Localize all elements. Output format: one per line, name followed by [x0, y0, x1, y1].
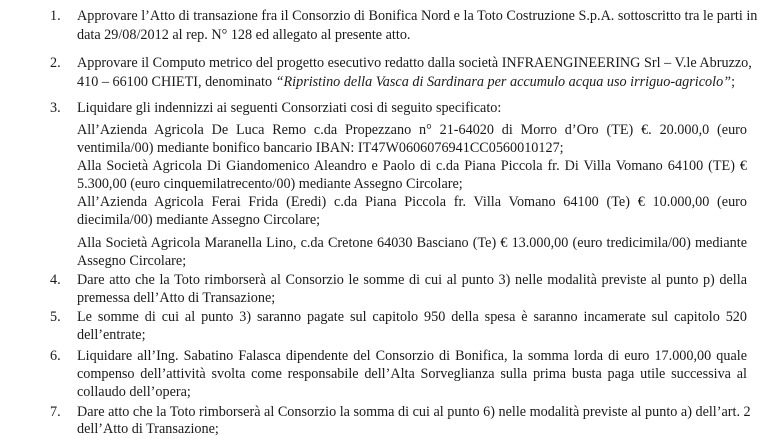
- payee-1-line-1: All’Azienda Agricola De Luca Remo c.da Propezzano n° 21-64020 di Morro d’Oro (TE) €. 20.000,0 (euro: [77, 122, 747, 138]
- item-2-line-1: Approvare il Computo metrico del progetto esecutivo redatto dalla società INFRAENGINEERING Srl – V.le Abruzzo,: [77, 55, 752, 71]
- item-number: 3.: [50, 100, 61, 116]
- item-number: 1.: [50, 8, 61, 24]
- payee-2-line-2: 5.300,00 (euro cinquemilatrecento/00) mediante Assegno Circolare;: [77, 176, 463, 192]
- item-6-line-2: compenso dell’attività svolta come responsabile dell’Alta Sorveglianza sulla prima busta paga utile successiva al: [77, 366, 747, 382]
- item-3-line-1: Liquidare gli indennizzi ai seguenti Consorziati cosi di seguito specificato:: [77, 100, 502, 116]
- item-number: 6.: [50, 348, 61, 364]
- item-number: 5.: [50, 309, 61, 325]
- payee-4-line-1: Alla Società Agricola Maranella Lino, c.da Cretone 64030 Basciano (Te) € 13.000,00 (euro tredicimila/00) mediante: [77, 235, 747, 251]
- item-2-tail: ;: [731, 74, 736, 90]
- payee-1-line-2: ventimila/00) mediante bonifico bancario IBAN: IT47W0606076941CC0560010127;: [77, 140, 564, 156]
- item-6-line-3: collaudo dell’opera;: [77, 384, 191, 400]
- item-2-line-2-text: 410 – 66100 CHIETI, denominato: [77, 74, 276, 90]
- payee-3-line-2: diecimila/00) mediante Assegno Circolare;: [77, 212, 321, 228]
- item-4-line-2: premessa dell’Atto di Transazione;: [77, 290, 276, 306]
- payee-3-line-1: All’Azienda Agricola Ferai Frida (Eredi) c.da Piana Piccola fr. Villa Vomano 64100 (Te) € 10.000,00 (euro: [77, 194, 747, 210]
- item-2-line-2: [77, 74, 735, 91]
- item-number: 4.: [50, 272, 61, 288]
- item-1-line-1: Approvare l’Atto di transazione fra il Consorzio di Bonifica Nord e la Toto Costruzione S.p.A. sottoscritto tra le parti in: [77, 8, 758, 24]
- item-7-line-2: dell’Atto di Transazione;: [77, 421, 219, 437]
- item-1-line-2: data 29/08/2012 al rep. N° 128 ed allegato al presente atto.: [77, 27, 411, 43]
- payee-4-line-2: Assegno Circolare;: [77, 253, 187, 269]
- item-5-line-2: dell’entrate;: [77, 327, 146, 343]
- project-title: “Ripristino della Vasca di Sardinara per accumulo acqua uso irriguo-agricolo”: [275, 74, 732, 90]
- item-number: 7.: [50, 404, 61, 420]
- payee-2-line-1: Alla Società Agricola Di Giandomenico Aleandro e Paolo di c.da Piana Piccola fr. Di Villa Vomano 64100 (TE) €: [77, 158, 747, 174]
- item-6-line-1: Liquidare all’Ing. Sabatino Falasca dipendente del Consorzio di Bonifica, la somma lorda di euro 17.000,00 quale: [77, 348, 747, 364]
- item-4-line-1: Dare atto che la Toto rimborserà al Consorzio le somme di cui al punto 3) nelle modalità previste al punto p) della: [77, 272, 747, 288]
- item-number: 2.: [50, 55, 61, 71]
- item-5-line-1: Le somme di cui al punto 3) saranno pagate sul capitolo 950 della spesa è saranno incamerate sul capitolo 520: [77, 309, 747, 325]
- item-7-line-1: Dare atto che la Toto rimborserà al Consorzio la somma di cui al punto 6) nelle modalità previste al punto a) dell’art. 2: [77, 404, 751, 420]
